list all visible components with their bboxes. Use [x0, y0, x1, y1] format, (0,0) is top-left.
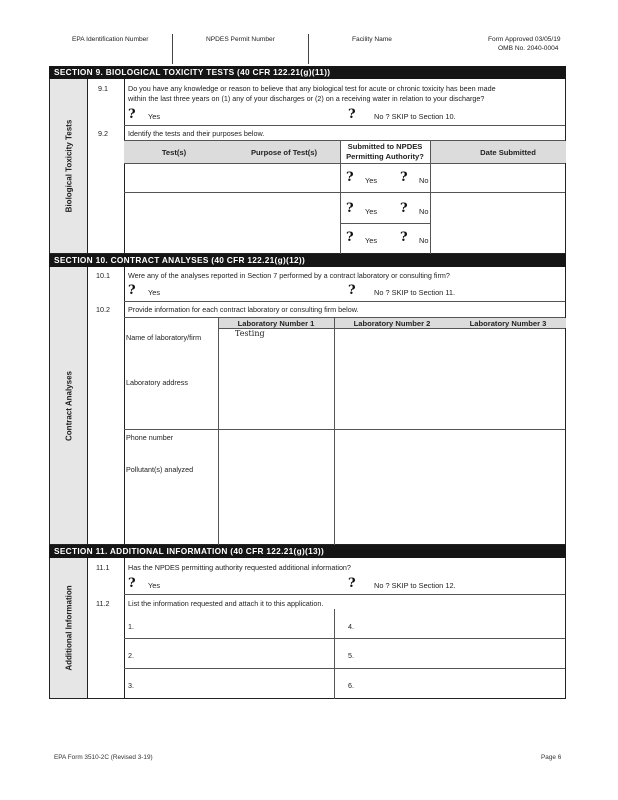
q-9-1-text-2: within the last three years on (1) any of your discharges or (2) on a receiving water in relation to your discharge? — [128, 94, 485, 103]
yes-checkbox[interactable]: ? — [128, 107, 136, 122]
yes-label: Yes — [148, 112, 161, 121]
section-9-body — [49, 79, 566, 254]
info-item-3[interactable]: 3. — [128, 681, 134, 690]
info-item-5[interactable]: 5. — [348, 651, 354, 660]
row1-yes-checkbox[interactable]: ? — [346, 170, 354, 185]
section-10-side-label: Contract Analyses — [64, 370, 73, 441]
row2-yes-checkbox[interactable]: ? — [346, 201, 354, 216]
pollutants-label: Pollutant(s) analyzed — [126, 465, 194, 474]
section-11-body — [49, 558, 566, 699]
info-item-2[interactable]: 2. — [128, 651, 134, 660]
q-9-2-number: 9.2 — [98, 129, 108, 138]
no-checkbox[interactable]: ? — [348, 576, 356, 591]
row3-yes-checkbox[interactable]: ? — [346, 230, 354, 245]
facility-name-label: Facility Name — [352, 36, 392, 43]
section-10-body — [49, 267, 566, 545]
col-purpose: Purpose of Test(s) — [250, 148, 318, 157]
q-11-1-text: Has the NPDES permitting authority requested additional information? — [128, 563, 351, 572]
lab-1-header: Laboratory Number 1 — [237, 319, 315, 328]
info-item-4[interactable]: 4. — [348, 622, 354, 631]
col-submitted-2: Permitting Authority? — [346, 152, 424, 161]
row1-yes-label: Yes — [365, 176, 378, 185]
lab-2-header: Laboratory Number 2 — [353, 319, 431, 328]
section-9-header: SECTION 9. BIOLOGICAL TOXICITY TESTS (40 CFR 122.21(g)(11)) — [49, 66, 566, 79]
section-11-side-label: Additional Information — [64, 585, 73, 671]
address-label: Laboratory address — [126, 378, 188, 387]
no-skip-label: No ? SKIP to Section 12. — [374, 581, 456, 590]
col-date: Date Submitted — [480, 148, 536, 157]
section-10-header: SECTION 10. CONTRACT ANALYSES (40 CFR 122.21(g)(12)) — [49, 254, 566, 267]
row1-no-label: No — [419, 176, 429, 185]
name-label: Name of laboratory/firm — [126, 333, 202, 342]
footer-form-number: EPA Form 3510-2C (Revised 3-19) — [54, 754, 153, 761]
footer-page-number: Page 6 — [541, 754, 562, 761]
lab-3-header: Laboratory Number 3 — [469, 319, 547, 328]
row3-no-label: No — [419, 236, 429, 245]
q-10-1-number: 10.1 — [96, 271, 110, 280]
header-divider — [308, 34, 309, 64]
q-10-2-text: Provide information for each contract laboratory or consulting firm below. — [128, 305, 359, 314]
omb-number: OMB No. 2040-0004 — [498, 45, 559, 52]
section-11-header: SECTION 11. ADDITIONAL INFORMATION (40 CFR 122.21(g)(13)) — [49, 545, 566, 558]
yes-label: Yes — [148, 581, 161, 590]
yes-checkbox[interactable]: ? — [128, 576, 136, 591]
row3-no-checkbox[interactable]: ? — [400, 230, 408, 245]
yes-label: Yes — [148, 288, 161, 297]
row2-no-label: No — [419, 207, 429, 216]
epa-id-label: EPA Identification Number — [72, 36, 149, 43]
q-10-2-number: 10.2 — [96, 305, 110, 314]
info-item-1[interactable]: 1. — [128, 622, 134, 631]
q-9-1-number: 9.1 — [98, 84, 108, 93]
form-approved: Form Approved 03/05/19 — [488, 36, 561, 43]
col-tests: Test(s) — [161, 148, 187, 157]
section-10-side — [50, 267, 88, 544]
npdes-permit-label: NPDES Permit Number — [206, 36, 275, 43]
no-skip-label: No ? SKIP to Section 11. — [374, 288, 456, 297]
info-item-6[interactable]: 6. — [348, 681, 354, 690]
section-9-side — [50, 79, 88, 253]
q-9-2-text: Identify the tests and their purposes below. — [128, 129, 265, 138]
no-skip-label: No ? SKIP to Section 10. — [374, 112, 456, 121]
row3-yes-label: Yes — [365, 236, 378, 245]
no-checkbox[interactable]: ? — [348, 107, 356, 122]
q-11-1-number: 11.1 — [96, 563, 110, 572]
phone-label: Phone number — [126, 433, 174, 442]
lab-1-name-value[interactable]: Testing — [235, 329, 265, 338]
q-11-2-number: 11.2 — [96, 599, 110, 608]
q-11-2-text: List the information requested and attach it to this application. — [128, 599, 324, 608]
section-9-side-label: Biological Toxicity Tests — [64, 119, 73, 213]
yes-checkbox[interactable]: ? — [128, 283, 136, 298]
row2-yes-label: Yes — [365, 207, 378, 216]
col-submitted-1: Submitted to NPDES — [347, 142, 423, 151]
q-10-1-text: Were any of the analyses reported in Section 7 performed by a contract laboratory or consulting firm? — [128, 271, 450, 280]
no-checkbox[interactable]: ? — [348, 283, 356, 298]
q-9-1-text-1: Do you have any knowledge or reason to believe that any biological test for acute or chronic toxicity has been made — [128, 84, 496, 93]
header-divider — [172, 34, 173, 64]
row1-no-checkbox[interactable]: ? — [400, 170, 408, 185]
section-11-side — [50, 558, 88, 698]
row2-no-checkbox[interactable]: ? — [400, 201, 408, 216]
